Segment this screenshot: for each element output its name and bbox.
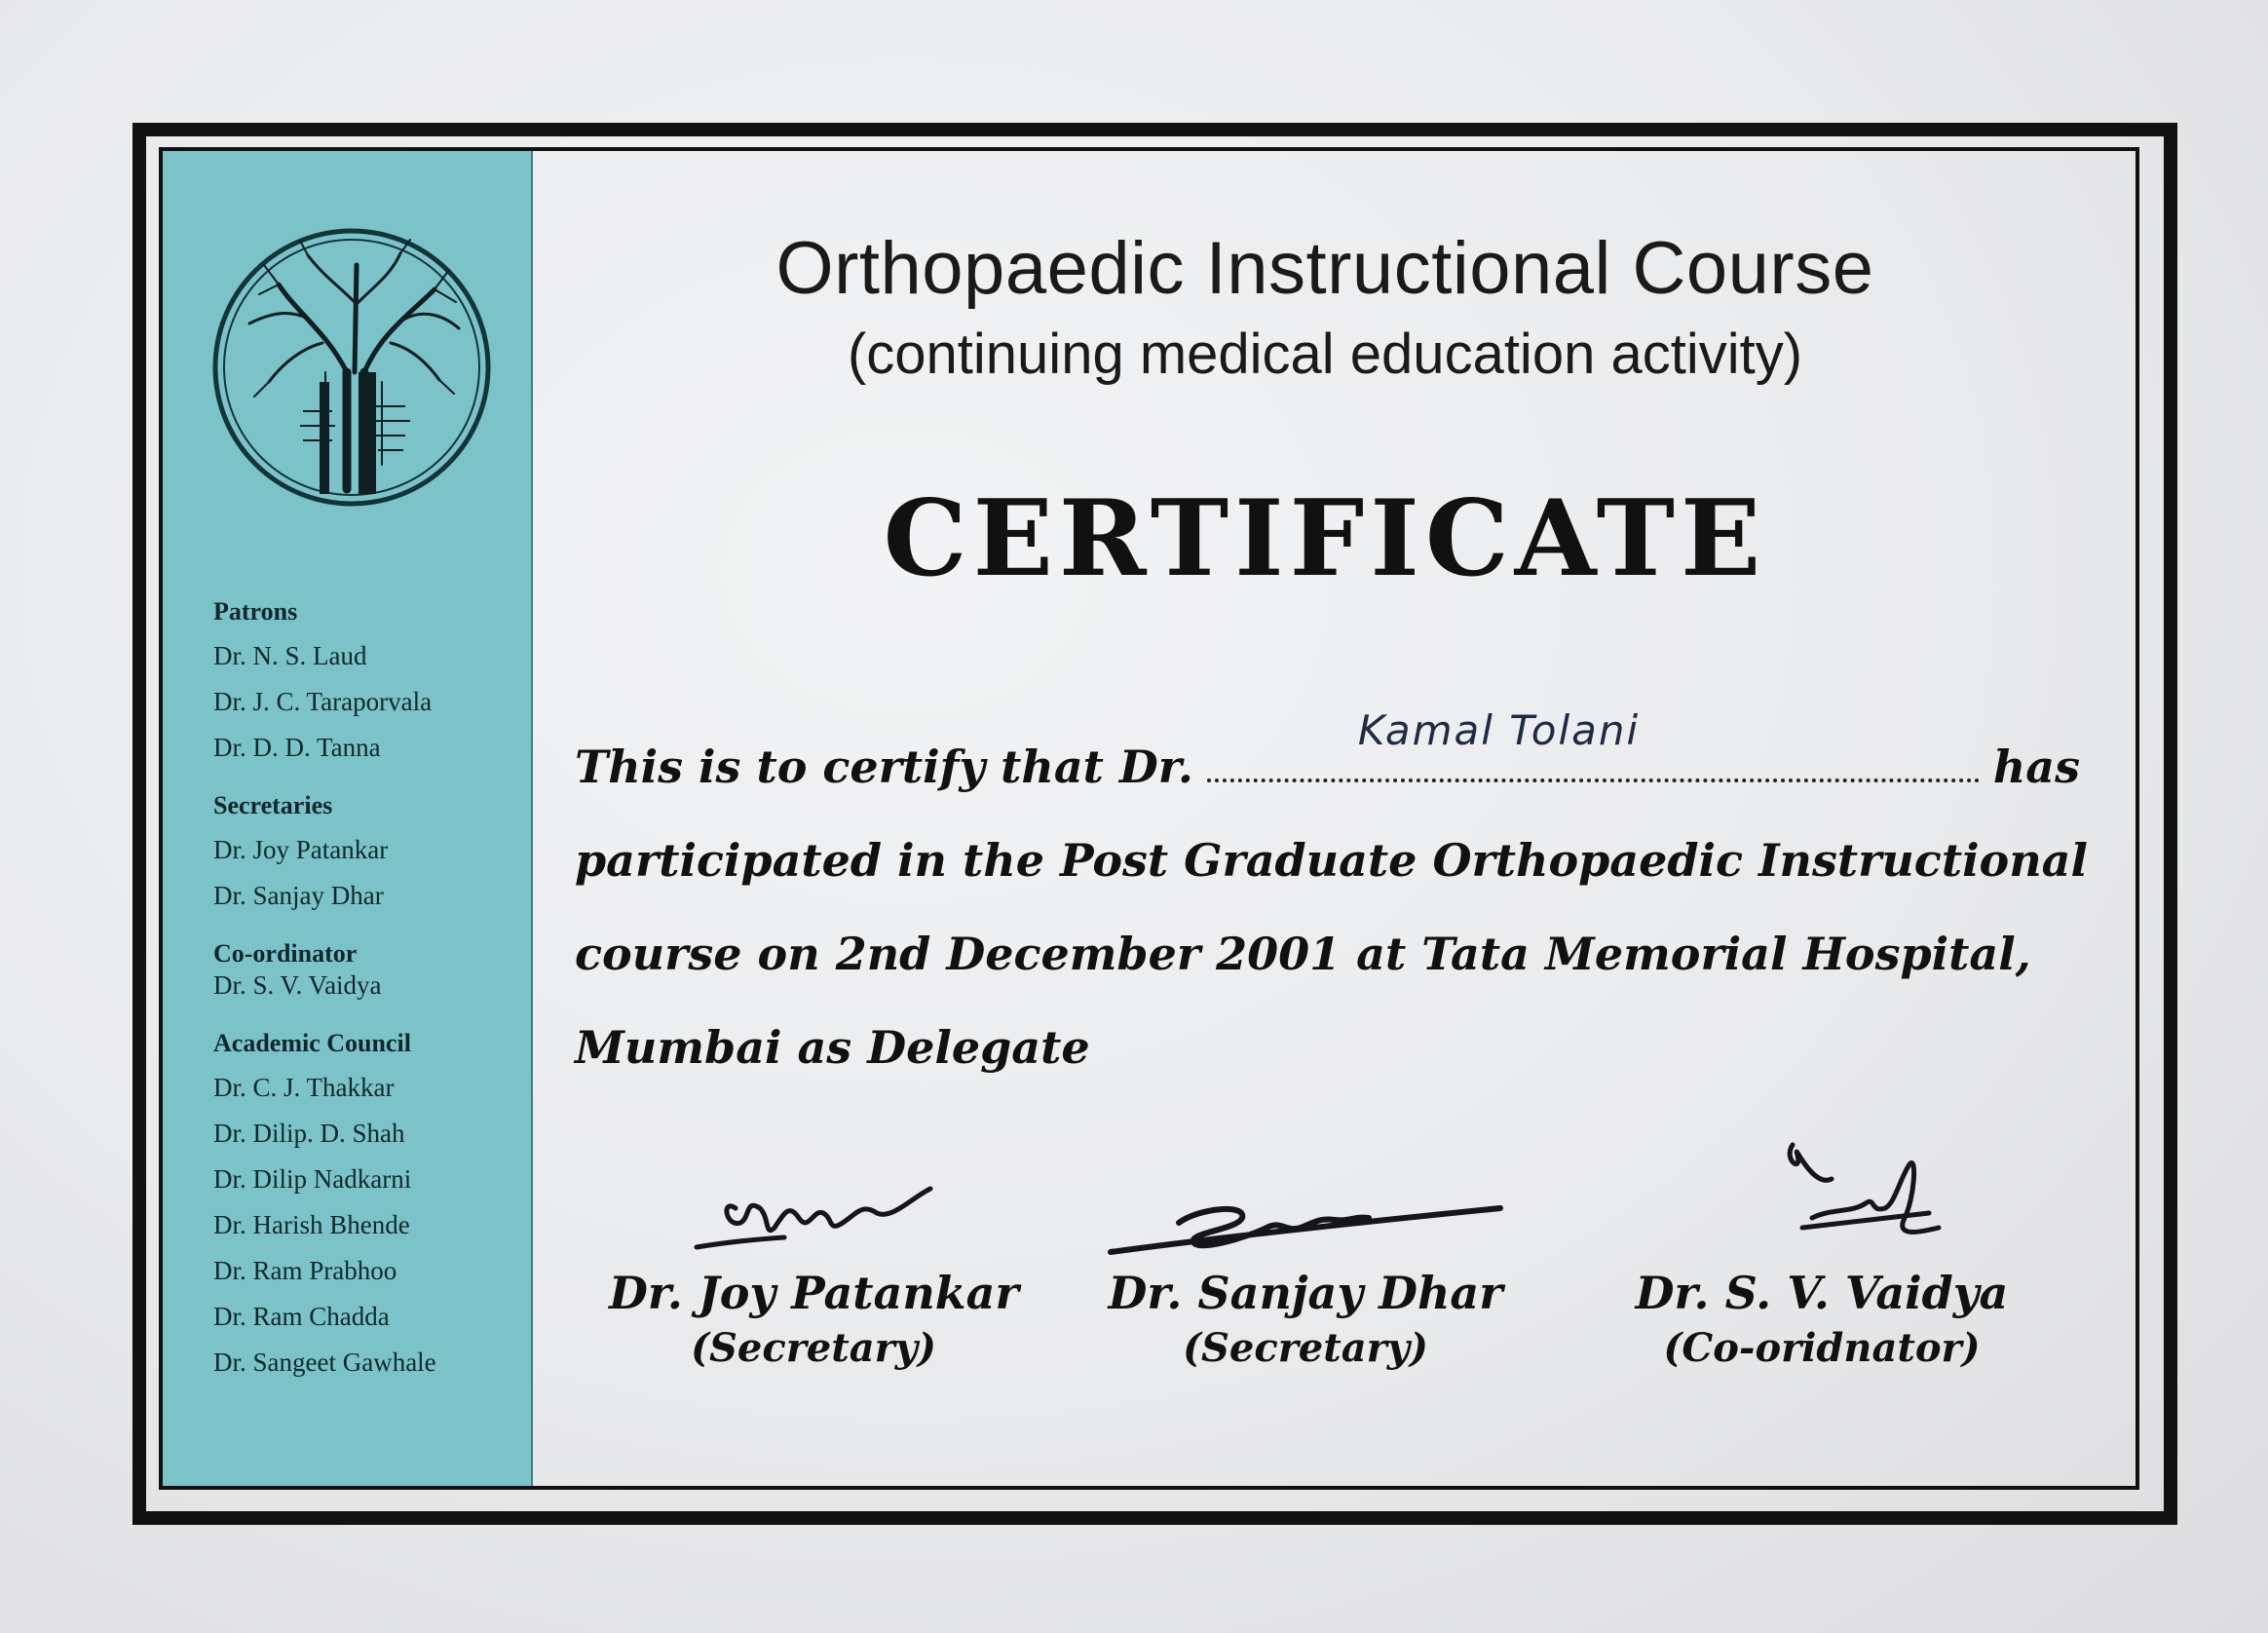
council-member-name: Dr. Ram Chadda [213, 1302, 390, 1331]
council-member-name: Dr. Ram Prabhoo [213, 1256, 397, 1285]
signatory-name: Dr. Sanjay Dhar [1108, 1267, 1503, 1319]
participation-line: participated in the Post Graduate Orthopaedic Instructional [575, 834, 2088, 887]
coordinator-heading: Co-ordinator [213, 939, 358, 968]
council-member-name: Dr. C. J. Thakkar [213, 1073, 395, 1102]
council-member-name: Dr. Sangeet Gawhale [213, 1348, 436, 1377]
council-member-name: Dr. Harish Bhende [213, 1210, 410, 1239]
delegate-line: Mumbai as Delegate [575, 1021, 1090, 1074]
signature-block-vaidya [1617, 1120, 2026, 1371]
recipient-handwritten-name: Kamal Tolani [1357, 706, 1641, 754]
patron-name: Dr. D. D. Tanna [213, 733, 381, 762]
academic-council-heading: Academic Council [213, 1029, 411, 1057]
signatory-role: (Secretary) [1183, 1325, 1428, 1371]
certificate-heading: CERTIFICATE [883, 477, 1767, 600]
patron-name: Dr. J. C. Taraporvala [213, 687, 433, 716]
signature-scribble [1101, 1150, 1510, 1267]
coordinator-name: Dr. S. V. Vaidya [213, 970, 382, 1000]
recipient-dotted-line [1207, 706, 1980, 782]
patron-name: Dr. N. S. Laud [213, 641, 367, 670]
course-title: Orthopaedic Instructional Course [775, 227, 1874, 310]
signatory-name: Dr. S. V. Vaidya [1635, 1267, 2009, 1319]
certify-line [575, 706, 2080, 793]
secretary-name: Dr. Sanjay Dhar [213, 881, 384, 910]
signature-scribble [1695, 1120, 1948, 1267]
signature-block-dhar [1101, 1150, 1510, 1371]
signature-scribble [667, 1150, 960, 1267]
banyan-tree-seal-icon [210, 226, 493, 509]
secretary-name: Dr. Joy Patankar [213, 835, 389, 864]
signature-block-patankar [609, 1150, 1018, 1371]
patrons-heading: Patrons [213, 597, 298, 626]
certify-text: This is to certify that Dr. [575, 741, 1193, 793]
secretaries-heading: Secretaries [213, 791, 333, 819]
course-date-line: course on 2nd December 2001 at Tata Memorial Hospital, [575, 928, 2031, 980]
council-member-name: Dr. Dilip Nadkarni [213, 1164, 412, 1194]
course-subtitle: (continuing medical education activity) [847, 323, 1803, 386]
certify-has: has [1992, 741, 2080, 793]
signatory-name: Dr. Joy Patankar [609, 1267, 1019, 1319]
signatory-role: (Secretary) [691, 1325, 936, 1371]
signatory-role: (Co-oridnator) [1663, 1325, 1981, 1371]
council-member-name: Dr. Dilip. D. Shah [213, 1119, 405, 1148]
